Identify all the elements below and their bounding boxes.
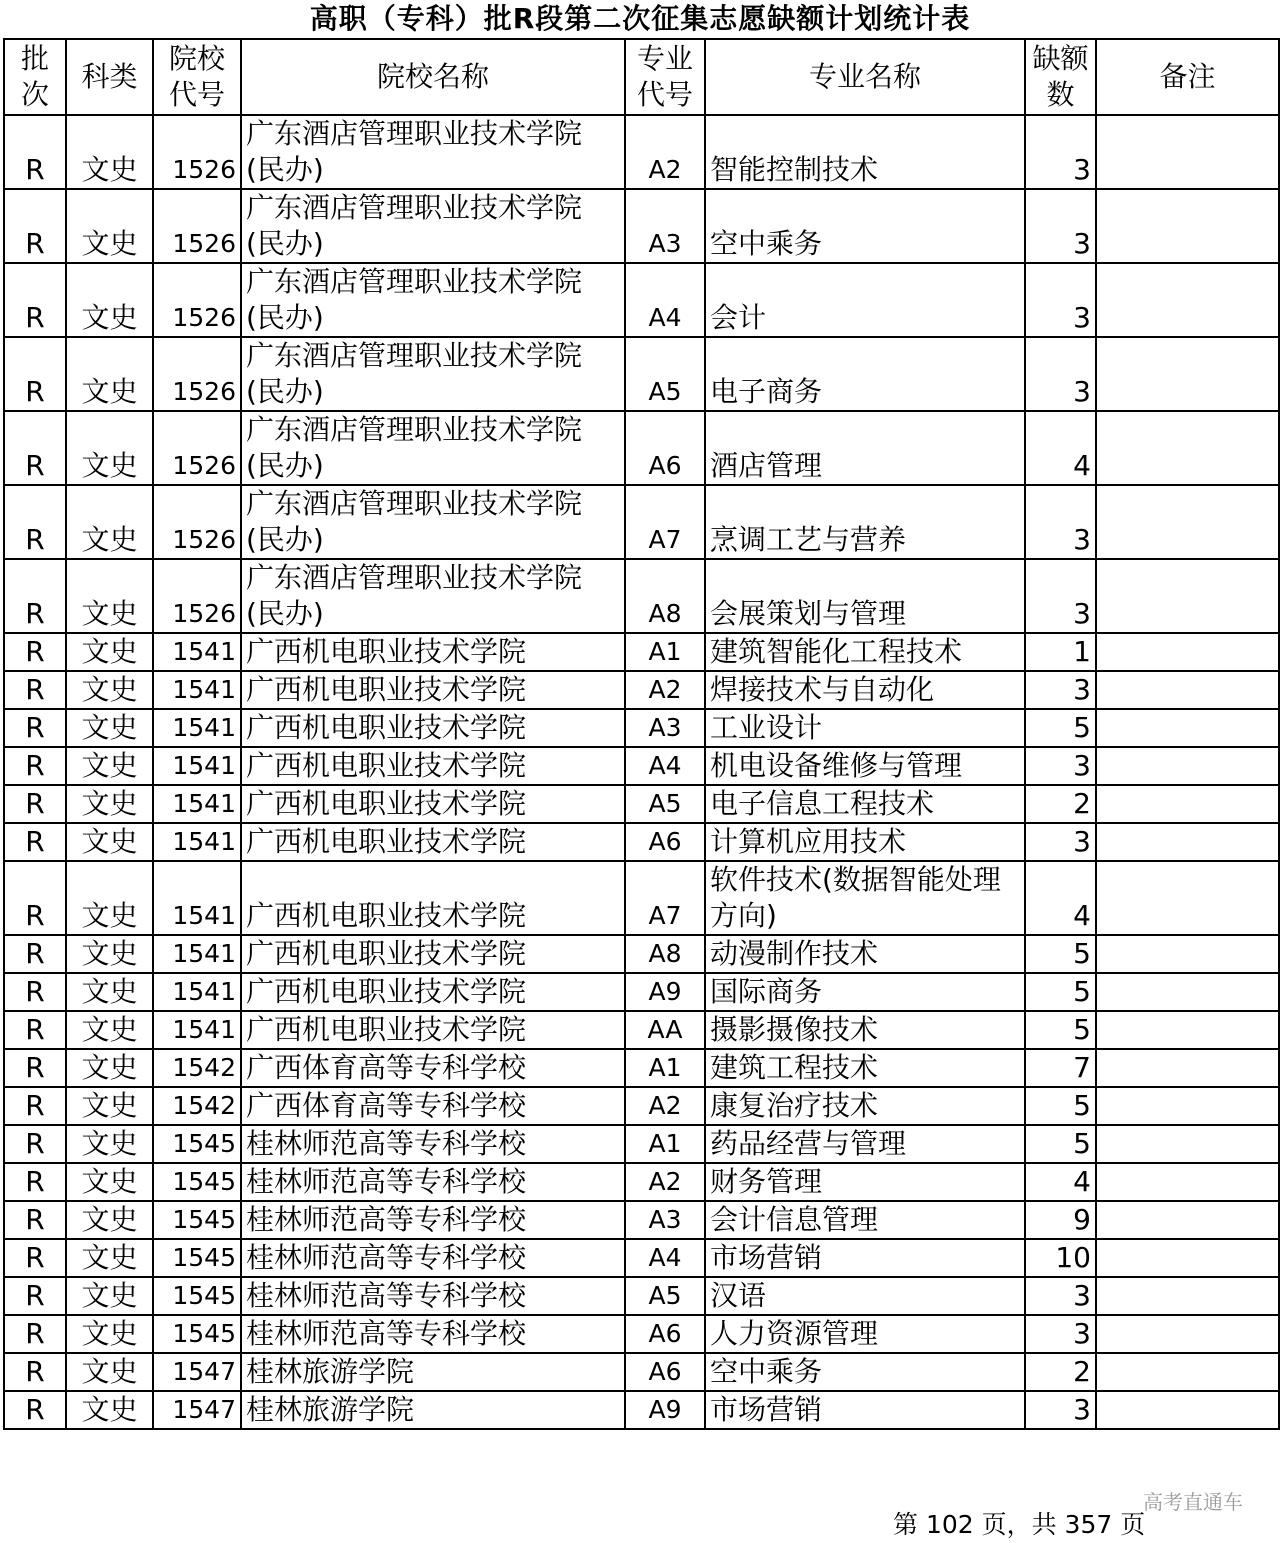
- cell-batch: R: [4, 559, 66, 633]
- cell-category: 文史: [66, 1277, 153, 1315]
- cell-school-name: 桂林旅游学院: [241, 1391, 625, 1429]
- cell-school-name: 桂林师范高等专科学校: [241, 1277, 625, 1315]
- cell-major-code: AA: [625, 1011, 705, 1049]
- cell-school-name: 广东酒店管理职业技术学院(民办): [241, 263, 625, 337]
- cell-school-code: 1526: [153, 189, 241, 263]
- cell-major-name: 康复治疗技术: [705, 1087, 1025, 1125]
- cell-major-name: 软件技术(数据智能处理方向): [705, 861, 1025, 935]
- table-row: [4, 1391, 1279, 1429]
- table-row: [4, 411, 1279, 485]
- cell-category: 文史: [66, 115, 153, 189]
- cell-vacancies: 1: [1025, 633, 1096, 671]
- header-school-code: 院校代号: [153, 39, 241, 115]
- cell-major-code: A7: [625, 861, 705, 935]
- cell-batch: R: [4, 1163, 66, 1201]
- cell-batch: R: [4, 1239, 66, 1277]
- cell-school-name: 桂林师范高等专科学校: [241, 1315, 625, 1353]
- cell-school-name: 广东酒店管理职业技术学院(民办): [241, 411, 625, 485]
- cell-major-name: 动漫制作技术: [705, 935, 1025, 973]
- cell-category: 文史: [66, 1125, 153, 1163]
- table-row: [4, 861, 1279, 935]
- cell-major-name: 市场营销: [705, 1239, 1025, 1277]
- cell-school-code: 1542: [153, 1087, 241, 1125]
- cell-school-code: 1526: [153, 559, 241, 633]
- table-row: [4, 747, 1279, 785]
- table-row: [4, 973, 1279, 1011]
- cell-major-code: A1: [625, 1125, 705, 1163]
- cell-vacancies: 3: [1025, 115, 1096, 189]
- header-batch: 批次: [4, 39, 66, 115]
- table-row: [4, 485, 1279, 559]
- cell-school-code: 1545: [153, 1315, 241, 1353]
- cell-remarks: [1096, 411, 1279, 485]
- cell-major-code: A2: [625, 671, 705, 709]
- cell-school-name: 广西机电职业技术学院: [241, 935, 625, 973]
- cell-batch: R: [4, 709, 66, 747]
- cell-school-code: 1541: [153, 861, 241, 935]
- cell-school-name: 广东酒店管理职业技术学院(民办): [241, 559, 625, 633]
- cell-vacancies: 3: [1025, 671, 1096, 709]
- cell-major-name: 国际商务: [705, 973, 1025, 1011]
- cell-major-code: A1: [625, 633, 705, 671]
- cell-vacancies: 3: [1025, 485, 1096, 559]
- cell-school-code: 1545: [153, 1163, 241, 1201]
- cell-batch: R: [4, 485, 66, 559]
- cell-school-code: 1542: [153, 1049, 241, 1087]
- cell-batch: R: [4, 189, 66, 263]
- cell-category: 文史: [66, 189, 153, 263]
- cell-remarks: [1096, 1163, 1279, 1201]
- cell-remarks: [1096, 1315, 1279, 1353]
- cell-school-code: 1541: [153, 1011, 241, 1049]
- cell-category: 文史: [66, 1315, 153, 1353]
- cell-category: 文史: [66, 823, 153, 861]
- cell-major-code: A8: [625, 935, 705, 973]
- table-body: [4, 115, 1279, 1429]
- cell-remarks: [1096, 1353, 1279, 1391]
- cell-major-code: A6: [625, 1353, 705, 1391]
- table-row: [4, 935, 1279, 973]
- cell-remarks: [1096, 189, 1279, 263]
- cell-school-code: 1545: [153, 1201, 241, 1239]
- cell-category: 文史: [66, 935, 153, 973]
- cell-vacancies: 5: [1025, 973, 1096, 1011]
- cell-school-code: 1526: [153, 485, 241, 559]
- cell-remarks: [1096, 785, 1279, 823]
- cell-school-code: 1545: [153, 1239, 241, 1277]
- cell-school-code: 1541: [153, 935, 241, 973]
- cell-major-name: 空中乘务: [705, 189, 1025, 263]
- cell-category: 文史: [66, 973, 153, 1011]
- cell-major-code: A9: [625, 1391, 705, 1429]
- cell-vacancies: 5: [1025, 1011, 1096, 1049]
- table-row: [4, 559, 1279, 633]
- cell-vacancies: 3: [1025, 747, 1096, 785]
- cell-remarks: [1096, 485, 1279, 559]
- cell-major-name: 酒店管理: [705, 411, 1025, 485]
- cell-vacancies: 3: [1025, 1315, 1096, 1353]
- cell-school-code: 1526: [153, 411, 241, 485]
- cell-major-name: 机电设备维修与管理: [705, 747, 1025, 785]
- cell-vacancies: 4: [1025, 1163, 1096, 1201]
- cell-major-name: 计算机应用技术: [705, 823, 1025, 861]
- cell-batch: R: [4, 337, 66, 411]
- cell-remarks: [1096, 1087, 1279, 1125]
- cell-category: 文史: [66, 1087, 153, 1125]
- cell-category: 文史: [66, 1011, 153, 1049]
- cell-major-code: A4: [625, 263, 705, 337]
- cell-major-name: 人力资源管理: [705, 1315, 1025, 1353]
- cell-school-name: 广东酒店管理职业技术学院(民办): [241, 115, 625, 189]
- cell-school-name: 广东酒店管理职业技术学院(民办): [241, 189, 625, 263]
- cell-category: 文史: [66, 411, 153, 485]
- cell-major-code: A3: [625, 709, 705, 747]
- cell-major-name: 摄影摄像技术: [705, 1011, 1025, 1049]
- cell-category: 文史: [66, 1353, 153, 1391]
- cell-vacancies: 3: [1025, 559, 1096, 633]
- cell-school-code: 1541: [153, 633, 241, 671]
- cell-major-code: A5: [625, 1277, 705, 1315]
- cell-school-name: 桂林师范高等专科学校: [241, 1239, 625, 1277]
- header-remarks: 备注: [1096, 39, 1279, 115]
- table-row: [4, 1049, 1279, 1087]
- cell-remarks: [1096, 973, 1279, 1011]
- cell-batch: R: [4, 1201, 66, 1239]
- cell-vacancies: 3: [1025, 337, 1096, 411]
- cell-major-code: A3: [625, 189, 705, 263]
- cell-school-code: 1545: [153, 1277, 241, 1315]
- table-row: [4, 709, 1279, 747]
- cell-major-name: 建筑智能化工程技术: [705, 633, 1025, 671]
- cell-category: 文史: [66, 709, 153, 747]
- cell-major-name: 财务管理: [705, 1163, 1025, 1201]
- header-major-code: 专业代号: [625, 39, 705, 115]
- cell-vacancies: 3: [1025, 189, 1096, 263]
- table-row: [4, 1201, 1279, 1239]
- cell-batch: R: [4, 115, 66, 189]
- cell-remarks: [1096, 1125, 1279, 1163]
- cell-vacancies: 5: [1025, 935, 1096, 973]
- cell-school-name: 广东酒店管理职业技术学院(民办): [241, 485, 625, 559]
- cell-major-code: A2: [625, 1087, 705, 1125]
- cell-school-code: 1541: [153, 671, 241, 709]
- header-major-name: 专业名称: [705, 39, 1025, 115]
- table-row: [4, 1277, 1279, 1315]
- cell-major-name: 汉语: [705, 1277, 1025, 1315]
- cell-major-code: A5: [625, 785, 705, 823]
- cell-remarks: [1096, 747, 1279, 785]
- cell-vacancies: 4: [1025, 411, 1096, 485]
- cell-school-code: 1547: [153, 1391, 241, 1429]
- cell-category: 文史: [66, 747, 153, 785]
- cell-category: 文史: [66, 485, 153, 559]
- cell-batch: R: [4, 671, 66, 709]
- table-row: [4, 1011, 1279, 1049]
- cell-major-name: 焊接技术与自动化: [705, 671, 1025, 709]
- cell-remarks: [1096, 559, 1279, 633]
- cell-remarks: [1096, 861, 1279, 935]
- table-row: [4, 1163, 1279, 1201]
- cell-remarks: [1096, 1011, 1279, 1049]
- cell-school-code: 1541: [153, 709, 241, 747]
- cell-major-code: A2: [625, 115, 705, 189]
- cell-school-name: 广西机电职业技术学院: [241, 861, 625, 935]
- table-row: [4, 823, 1279, 861]
- cell-remarks: [1096, 1201, 1279, 1239]
- cell-remarks: [1096, 823, 1279, 861]
- cell-school-name: 广西机电职业技术学院: [241, 747, 625, 785]
- cell-major-code: A6: [625, 411, 705, 485]
- cell-batch: R: [4, 1277, 66, 1315]
- cell-school-name: 广西机电职业技术学院: [241, 823, 625, 861]
- cell-category: 文史: [66, 671, 153, 709]
- cell-batch: R: [4, 263, 66, 337]
- cell-batch: R: [4, 1391, 66, 1429]
- cell-remarks: [1096, 337, 1279, 411]
- cell-school-name: 广东酒店管理职业技术学院(民办): [241, 337, 625, 411]
- cell-batch: R: [4, 633, 66, 671]
- cell-category: 文史: [66, 1239, 153, 1277]
- cell-school-code: 1541: [153, 785, 241, 823]
- cell-batch: R: [4, 1353, 66, 1391]
- vacancy-table: [3, 38, 1280, 1430]
- cell-major-name: 电子信息工程技术: [705, 785, 1025, 823]
- cell-vacancies: 5: [1025, 709, 1096, 747]
- cell-batch: R: [4, 973, 66, 1011]
- table-row: [4, 1315, 1279, 1353]
- cell-major-name: 烹调工艺与营养: [705, 485, 1025, 559]
- cell-batch: R: [4, 823, 66, 861]
- table-row: [4, 189, 1279, 263]
- cell-category: 文史: [66, 785, 153, 823]
- cell-category: 文史: [66, 633, 153, 671]
- table-row: [4, 115, 1279, 189]
- cell-vacancies: 4: [1025, 861, 1096, 935]
- cell-school-name: 广西体育高等专科学校: [241, 1087, 625, 1125]
- table-row: [4, 633, 1279, 671]
- cell-major-name: 会计信息管理: [705, 1201, 1025, 1239]
- cell-school-name: 广西机电职业技术学院: [241, 1011, 625, 1049]
- cell-school-name: 广西机电职业技术学院: [241, 671, 625, 709]
- cell-vacancies: 10: [1025, 1239, 1096, 1277]
- cell-major-code: A7: [625, 485, 705, 559]
- cell-major-name: 建筑工程技术: [705, 1049, 1025, 1087]
- cell-remarks: [1096, 263, 1279, 337]
- cell-school-code: 1545: [153, 1125, 241, 1163]
- header-vacancies: 缺额数: [1025, 39, 1096, 115]
- cell-batch: R: [4, 747, 66, 785]
- cell-major-code: A4: [625, 1239, 705, 1277]
- cell-remarks: [1096, 1239, 1279, 1277]
- cell-category: 文史: [66, 861, 153, 935]
- table-header-row: [4, 39, 1279, 115]
- cell-vacancies: 3: [1025, 263, 1096, 337]
- cell-major-name: 药品经营与管理: [705, 1125, 1025, 1163]
- cell-batch: R: [4, 861, 66, 935]
- cell-major-name: 空中乘务: [705, 1353, 1025, 1391]
- cell-vacancies: 9: [1025, 1201, 1096, 1239]
- cell-batch: R: [4, 1011, 66, 1049]
- cell-school-name: 广西机电职业技术学院: [241, 633, 625, 671]
- cell-school-name: 桂林旅游学院: [241, 1353, 625, 1391]
- page-title: 高职（专科）批R段第二次征集志愿缺额计划统计表: [309, 2, 971, 35]
- cell-batch: R: [4, 411, 66, 485]
- table-row: [4, 263, 1279, 337]
- cell-major-name: 市场营销: [705, 1391, 1025, 1429]
- cell-major-name: 智能控制技术: [705, 115, 1025, 189]
- cell-remarks: [1096, 115, 1279, 189]
- cell-major-code: A6: [625, 1315, 705, 1353]
- cell-category: 文史: [66, 559, 153, 633]
- cell-remarks: [1096, 1277, 1279, 1315]
- cell-vacancies: 7: [1025, 1049, 1096, 1087]
- header-category: 科类: [66, 39, 153, 115]
- cell-major-code: A8: [625, 559, 705, 633]
- cell-remarks: [1096, 1391, 1279, 1429]
- cell-batch: R: [4, 1087, 66, 1125]
- cell-major-name: 工业设计: [705, 709, 1025, 747]
- cell-category: 文史: [66, 1049, 153, 1087]
- cell-school-code: 1541: [153, 973, 241, 1011]
- cell-remarks: [1096, 1049, 1279, 1087]
- cell-school-code: 1541: [153, 747, 241, 785]
- cell-major-code: A5: [625, 337, 705, 411]
- cell-school-name: 桂林师范高等专科学校: [241, 1201, 625, 1239]
- cell-batch: R: [4, 785, 66, 823]
- cell-school-name: 桂林师范高等专科学校: [241, 1163, 625, 1201]
- cell-major-name: 会展策划与管理: [705, 559, 1025, 633]
- cell-school-code: 1526: [153, 337, 241, 411]
- cell-school-name: 广西机电职业技术学院: [241, 709, 625, 747]
- cell-school-code: 1526: [153, 115, 241, 189]
- page-footer: 第 102 页，共 357 页: [893, 1510, 1146, 1539]
- cell-major-code: A1: [625, 1049, 705, 1087]
- table-row: [4, 1239, 1279, 1277]
- cell-remarks: [1096, 709, 1279, 747]
- cell-school-name: 桂林师范高等专科学校: [241, 1125, 625, 1163]
- cell-school-code: 1541: [153, 823, 241, 861]
- cell-batch: R: [4, 1125, 66, 1163]
- table-row: [4, 1087, 1279, 1125]
- cell-vacancies: 5: [1025, 1125, 1096, 1163]
- cell-major-name: 电子商务: [705, 337, 1025, 411]
- cell-vacancies: 3: [1025, 1391, 1096, 1429]
- table-row: [4, 671, 1279, 709]
- cell-category: 文史: [66, 337, 153, 411]
- watermark: 高考直通车: [1143, 1490, 1243, 1514]
- cell-remarks: [1096, 671, 1279, 709]
- cell-school-code: 1547: [153, 1353, 241, 1391]
- cell-major-code: A3: [625, 1201, 705, 1239]
- header-school-name: 院校名称: [241, 39, 625, 115]
- cell-major-code: A2: [625, 1163, 705, 1201]
- cell-major-code: A6: [625, 823, 705, 861]
- cell-school-name: 广西体育高等专科学校: [241, 1049, 625, 1087]
- cell-batch: R: [4, 1315, 66, 1353]
- cell-school-name: 广西机电职业技术学院: [241, 973, 625, 1011]
- cell-school-code: 1526: [153, 263, 241, 337]
- cell-category: 文史: [66, 1163, 153, 1201]
- cell-remarks: [1096, 633, 1279, 671]
- cell-vacancies: 2: [1025, 1353, 1096, 1391]
- cell-category: 文史: [66, 1201, 153, 1239]
- table-row: [4, 1125, 1279, 1163]
- cell-vacancies: 3: [1025, 823, 1096, 861]
- cell-category: 文史: [66, 1391, 153, 1429]
- cell-remarks: [1096, 935, 1279, 973]
- cell-major-code: A4: [625, 747, 705, 785]
- cell-vacancies: 2: [1025, 785, 1096, 823]
- cell-vacancies: 3: [1025, 1277, 1096, 1315]
- table-row: [4, 1353, 1279, 1391]
- cell-batch: R: [4, 935, 66, 973]
- cell-batch: R: [4, 1049, 66, 1087]
- cell-category: 文史: [66, 263, 153, 337]
- cell-major-code: A9: [625, 973, 705, 1011]
- cell-vacancies: 5: [1025, 1087, 1096, 1125]
- cell-major-name: 会计: [705, 263, 1025, 337]
- cell-school-name: 广西机电职业技术学院: [241, 785, 625, 823]
- table-row: [4, 337, 1279, 411]
- table-row: [4, 785, 1279, 823]
